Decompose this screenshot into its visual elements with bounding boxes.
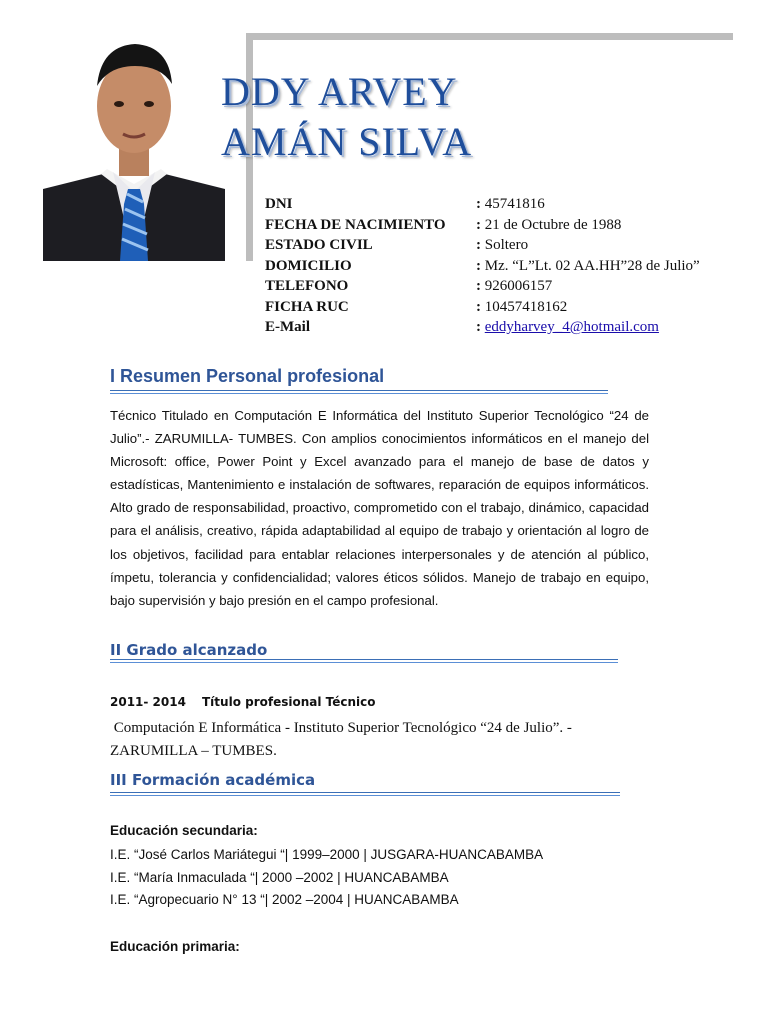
birthdate-value: 21 de Octubre de 1988 xyxy=(484,216,622,233)
degree-description xyxy=(110,717,610,763)
summary-paragraph: Técnico Titulado en Computación E Informática del Instituto Superior Tecnológico “24 de Julio”.- ZARUMILLA- TUMBES. Con amplios conocimientos informáticos en el manejo del Microsoft: office, Power Point y Excel avanzado para el manejo de base de datos y estadísticas, Mantenimiento e instalación de softwares, reparación de equipos informáticos. Alto grado de responsabilidad, proactivo, comprometido con el trabajo, dinámico, capacidad para el análisis, creativo, rápida adaptabilidad al equipo de trabajo y orientación al logro de los objetivos, facilidad para entablar relaciones interpersonales y de atención al público, ímpetu, tolerancia y confidencialidad; valores éticos sólidos. Manejo de trabajo en equipo, bajo supervisión y bajo presión en el campo profesional. xyxy=(110,408,649,608)
section-divider xyxy=(110,792,620,793)
section-title-resumen: I Resumen Personal profesional xyxy=(110,366,385,386)
secondary-education-heading: Educación secundaria: xyxy=(110,823,258,838)
list-item: I.E. “José Carlos Mariátegui “| 1999–2000 | JUSGARA-HUANCABAMBA xyxy=(110,847,544,862)
info-label: DOMICILIO xyxy=(265,257,352,274)
info-row-phone xyxy=(265,276,725,297)
degree-years: 2011- 2014 xyxy=(110,695,186,709)
info-row-birthdate xyxy=(265,215,725,236)
phone-value: 926006157 xyxy=(484,278,553,294)
primary-education-heading: Educación primaria: xyxy=(110,939,240,954)
info-label: FECHA DE NACIMIENTO xyxy=(265,216,446,233)
info-value xyxy=(476,297,567,318)
list-item: I.E. “María Inmaculada “| 2000 –2002 | HUANCABAMBA xyxy=(110,869,449,885)
info-value xyxy=(476,215,621,236)
info-separator: : xyxy=(476,257,481,274)
info-label: E-Mail xyxy=(265,319,310,335)
info-value xyxy=(476,256,700,277)
address-value: Mz. “L”Lt. 02 AA.HH”28 de Julio” xyxy=(484,257,700,274)
info-separator: : xyxy=(476,196,481,212)
header-frame-top xyxy=(248,33,733,40)
info-value xyxy=(476,235,528,256)
info-separator: : xyxy=(476,216,481,233)
info-label: DNI xyxy=(265,196,293,212)
list-item: I.E. “Agropecuario N° 13 “| 2002 –2004 | HUANCABAMBA xyxy=(110,892,459,907)
ruc-value: 10457418162 xyxy=(484,298,568,315)
info-separator: : xyxy=(476,298,481,315)
email-link[interactable]: eddyharvey_4@hotmail.com xyxy=(484,319,659,335)
section-title-grado: II Grado alcanzado xyxy=(110,641,268,659)
info-value xyxy=(476,194,545,215)
name-first-line: DDY ARVEY xyxy=(221,69,458,114)
info-label: TELEFONO xyxy=(265,278,349,294)
section-divider xyxy=(110,390,608,391)
info-row-civil-status xyxy=(265,235,725,256)
info-separator: : xyxy=(476,237,481,253)
info-row-ruc xyxy=(265,297,725,318)
info-row-dni xyxy=(265,194,725,215)
info-label: ESTADO CIVIL xyxy=(265,237,373,253)
info-label: FICHA RUC xyxy=(265,298,349,315)
info-row-email xyxy=(265,317,725,338)
section-title-formacion: III Formación académica xyxy=(110,771,316,789)
degree-description-text: Computación E Informática - Instituto Superior Tecnológico “24 de Julio”. - ZARUMILLA – TUMBES. xyxy=(110,720,572,759)
secondary-education-list xyxy=(110,844,543,912)
info-value xyxy=(476,276,552,297)
info-value xyxy=(476,317,659,338)
degree-title: Título profesional Técnico xyxy=(202,695,376,709)
name-second-line: AMÁN SILVA xyxy=(221,119,473,164)
full-name xyxy=(0,68,768,168)
info-separator: : xyxy=(476,319,481,335)
dni-value: 45741816 xyxy=(484,196,545,212)
civil-status-value: Soltero xyxy=(484,237,529,253)
info-row-address xyxy=(265,256,725,277)
personal-info xyxy=(265,194,725,338)
section-divider xyxy=(110,659,618,660)
info-separator: : xyxy=(476,278,481,294)
